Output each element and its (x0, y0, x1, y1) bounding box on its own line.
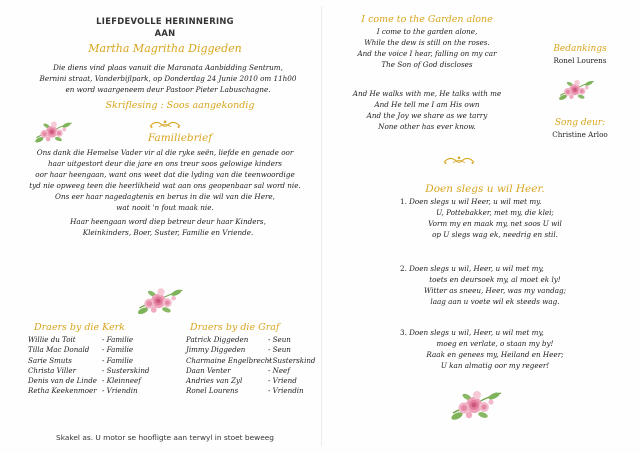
list-item (28, 335, 178, 345)
thanks-name: Ronel Lourens (553, 56, 607, 65)
service-line: en word waargeneem deur Pastoor Pieter Labuschagne. (65, 85, 271, 94)
list-item (186, 366, 320, 376)
verse-number: 2. (400, 264, 407, 273)
list-item (186, 386, 320, 396)
procession-notice: Skakel as. U motor se hoofligte aan terwyl in stoet beweeg (56, 433, 274, 442)
list-item (186, 335, 320, 345)
hymn-line-text: Doen slegs u wil Heer, u wil met my. (409, 197, 542, 206)
bearer-role: - Vriendin (268, 386, 304, 396)
mourned-by (18, 216, 318, 238)
thanks-title: Bedankings (553, 44, 607, 54)
gold-scroll-ornament-icon (148, 118, 182, 130)
hymn-line: op U slegs wag ek, needrig en stil. (432, 230, 558, 239)
heading-liefdevolle-herinnering: LIEFDEVOLLE HERINNERING (96, 16, 234, 26)
verse-number: 3. (400, 328, 407, 337)
hymn-line: U, Pottebakker, met my, die klei; (436, 208, 554, 217)
song-name: Christine Arloo (552, 130, 608, 139)
hymn-line: And He tell me I am His own (374, 100, 480, 109)
bearer-role: - Vriendin (102, 386, 138, 396)
hymn1-title: I come to the Garden alone (361, 14, 493, 25)
letter-line: tyd nie opweeg teen die heerlikheid wat aan ons geopenbaar sal word nie. (29, 181, 301, 190)
list-item (28, 386, 178, 396)
hymn-line: And the Joy we share as we tarry (366, 111, 488, 120)
letter-line: haar uitgestort deur die jare en ons treur soos gelowige kinders (48, 159, 282, 168)
bearer-name: Tilla Mac Donald (28, 345, 90, 355)
list-item (28, 356, 178, 366)
rose-bouquet-icon (134, 281, 188, 319)
gold-scroll-ornament-icon (442, 154, 476, 166)
list-item (186, 356, 320, 366)
family-letter-title: Familiebrief (147, 132, 213, 144)
scripture-reading: Skriflesing : Soos aangekondig (105, 100, 255, 111)
bearer-role: - Vriend (268, 376, 297, 386)
hymn2-title: Doen slegs u wil Heer. (425, 183, 545, 195)
bearer-name: Willie du Toit (28, 335, 76, 344)
hymn2-verse (400, 263, 610, 307)
pallbearers-church-title: Draers by die Kerk (34, 322, 125, 333)
hymn-line: The Son of God discloses (381, 60, 473, 69)
pallbearers-grave-title: Draers by die Graf (190, 322, 280, 333)
bearer-name: Jimmy Diggeden (186, 345, 246, 355)
hymn-line: I come to the garden alone, (376, 27, 478, 36)
hymn-line: moeg en verlate, o staan my by! (436, 339, 554, 348)
hymn-line: Vorm my en maak my, net soos U wil (428, 219, 562, 228)
hymn-line: None other has ever know. (378, 122, 476, 131)
mourned-line: Kleinkinders, Boer, Suster, Familie en Vriende. (82, 228, 254, 237)
hymn-line: Raak en genees my, Heiland en Heer; (426, 350, 564, 359)
bearer-name: Sarie Smuts (28, 355, 72, 365)
bearer-role: - Kleinneef (102, 376, 141, 386)
hymn-line-text: Doen slegs u wil, Heer, u wil met my, (409, 328, 544, 337)
hymn-line: Witter as sneeu, Heer, was my vandag; (423, 286, 567, 295)
list-item (28, 345, 178, 355)
family-letter (10, 147, 320, 213)
letter-line: oor haar heengaan, want ons weet dat die lyding van die teenwoordige (35, 170, 295, 179)
bearer-name: Christa Viller (28, 365, 77, 375)
hymn-line: While the dew is still on the roses. (364, 38, 490, 47)
hymn1-stanza1 (340, 26, 514, 70)
bearer-name: Daan Venter (186, 365, 231, 375)
hymn-line (400, 263, 610, 274)
bearer-name: Ronel Lourens (186, 386, 239, 396)
list-item (28, 376, 178, 386)
service-line: Bernini straat, Vanderbijlpark, op Donderdag 24 Junie 2010 om 11h00 (39, 74, 297, 83)
list-item (186, 376, 320, 386)
letter-line: wat nooit 'n fout maak nie. (116, 203, 214, 212)
bearer-name: Charmaine Engelbrecht (186, 355, 273, 365)
song-title: Song deur: (554, 118, 606, 128)
letter-line: Ons eer haar nagedagtenis en berus in die wil van die Here, (55, 192, 275, 201)
heading-aan: AAN (154, 28, 176, 38)
pallbearers-grave-list (186, 335, 320, 397)
hymn2-verse (400, 327, 610, 371)
mourned-line: Haar heengaan word diep betreur deur haar Kinders, (70, 217, 266, 226)
bearer-role: - Susterskind (268, 355, 316, 365)
bearer-role: - Neef (268, 365, 290, 375)
service-details (18, 62, 318, 95)
bearer-name: Retha Keekenmoer (28, 386, 97, 396)
hymn-line: laag aan u voete wil ek steeds wag. (430, 297, 560, 306)
hymn1-stanza2 (340, 88, 514, 132)
letter-line: Ons dank die Hemelse Vader vir al die ryke seën, liefde en genade oor (36, 148, 294, 157)
bearer-name: Andries van Zyl (186, 376, 243, 386)
bearer-role: - Familie (102, 335, 134, 344)
hymn-line: And the voice I hear, falling on my car (357, 49, 497, 58)
hymn-line: U kan almatig oor my regeer! (440, 361, 550, 370)
hymn-line: toets en deursoek my, al moet ek ly! (429, 275, 561, 284)
deceased-name: Martha Magritha Diggeden (88, 42, 242, 55)
hymn-line-text: Doen slegs u wil, Heer, u wil met my, (409, 264, 544, 273)
bearer-role: - Susterskind (102, 365, 150, 375)
list-item (28, 366, 178, 376)
hymn-line: And He walks with me, He talks with me (352, 89, 502, 98)
bearer-role: - Seun (268, 345, 291, 355)
bearer-role: - Familie (102, 345, 134, 355)
rose-bouquet-icon (447, 382, 507, 426)
service-line: Die diens vind plaas vanuit die Maranata Aanbidding Sentrum, (53, 63, 283, 72)
hymn-line (400, 327, 610, 338)
hymn-line (400, 196, 610, 207)
bearer-role: - Familie (102, 355, 134, 365)
page-fold (321, 6, 322, 446)
bearer-role: - Seun (268, 335, 291, 344)
bearer-name: Patrick Diggeden (186, 335, 249, 344)
rose-bouquet-icon (32, 112, 76, 150)
pallbearers-church-list (28, 335, 178, 397)
verse-number: 1. (400, 197, 407, 206)
list-item (186, 345, 320, 355)
hymn2-verse (400, 196, 610, 240)
rose-bouquet-icon (556, 72, 598, 106)
bearer-name: Denis van de Linde (28, 376, 97, 386)
